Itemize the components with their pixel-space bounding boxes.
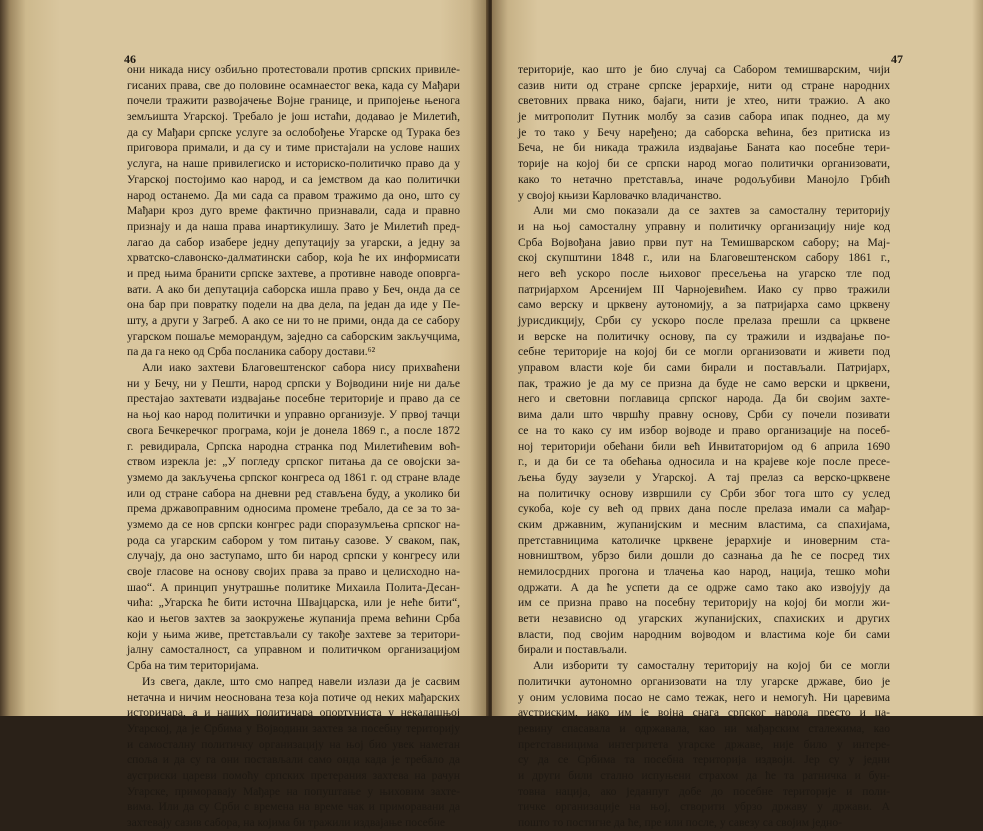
right-text-line: торије на којој би се српски народ могао политички организовати, bbox=[518, 157, 890, 171]
left-text-line: нетачна и ничим неоснована теза која потиче од неких мађарских bbox=[127, 690, 460, 704]
left-text-line: који у њима живе, претстављали су такође захтеве за територи- bbox=[127, 627, 460, 641]
left-text-line: народ останемо. Да ми сада са правом тражимо да оно, што су bbox=[127, 188, 460, 202]
right-text-line: пак, тражио је да му се призна да буде не само верски и црквени, bbox=[518, 376, 890, 390]
right-text-line: сукоба, које су већ од првих дана после прелаза имали са мађар- bbox=[518, 502, 890, 516]
left-text-line: аустриски цареви помоћу српских претерания захтева на рачун bbox=[127, 768, 460, 782]
left-text-line: ни у Бечу, ни у Пешти, народ српски у Војводини није ни даље bbox=[127, 376, 460, 390]
left-text-line: шту, а други у Загреб. А ако се ни то не прими, онда да се сабору bbox=[127, 314, 460, 327]
left-text-line: и самосталну политичку организацију на њој био увек наметан bbox=[127, 737, 460, 751]
right-text-line: Али ми смо показали да се захтев за самосталну територију bbox=[533, 204, 890, 218]
left-text-line: Угарској постојимо као народ, и са јемством да као политички bbox=[127, 172, 460, 186]
right-text-line: себне територије на којој би се могли организовати и живети под bbox=[518, 345, 890, 359]
left-text-line: престајао захтевати издвајање посебне територије и право да се bbox=[127, 392, 460, 406]
right-text-line: патријархом Арсенијем III Чарнојевићем. Иако су прво тражили bbox=[518, 282, 890, 296]
right-text-line: пошто то постигне да ће, пре или после, у савезу са својим једно- bbox=[518, 816, 843, 829]
right-text-line: Али изборити ту самосталну територију на којој би се могли bbox=[533, 659, 890, 673]
right-text-line: Срба Војвођана јавио први пут на Темишварском сабору; на Мај- bbox=[518, 235, 890, 249]
right-text-line: немилосрдних прогона и тлачења као народ, нација, тешко моћи bbox=[518, 565, 890, 578]
left-text-line: Али иако захтеви Благовештенског сабора нису прихваћени bbox=[142, 361, 460, 375]
right-text-line: како то нетачно претставља, иначе родољубиви Манојло Грбић bbox=[518, 172, 890, 186]
right-text-line: тичке организације на њој, створити убрзо државу у држави. А bbox=[518, 800, 890, 814]
left-text-line: вати. А ако би депутација саборска ишла право у Беч, онда да се bbox=[127, 282, 460, 296]
left-text-line: Угарске, приморавају Мађаре на попуштање у њиховим захте- bbox=[127, 784, 460, 798]
right-text-line: и други били стално испуњени страхом да ће та ратничка и бун- bbox=[518, 768, 890, 782]
right-text-line: љења буду заузели у Угарској. А тај прелаз са верско-црквене bbox=[518, 470, 890, 484]
right-text-line: је то тако у Бечу наређено; да саборска већина, без притиска из bbox=[518, 125, 890, 139]
left-text-line: г. ревидирала, Српска народна странка под Милетићевим воћ- bbox=[127, 439, 460, 453]
left-text-line: рода са угарским сабором у том питању сазове. У сваком, пак, bbox=[127, 533, 460, 547]
left-text-line: Угарској, да је Србима у Војводини захтев за посебну територију bbox=[127, 721, 460, 735]
right-text-line: је митрополит Путник молбу за сазив сабора ипак поднео, да му bbox=[518, 110, 890, 124]
right-text-line: него већ ускоро после њиховог пресељења на угарско тле под bbox=[518, 266, 890, 280]
right-text-line: него и световни поглавица српског народа. Да би својим захте- bbox=[518, 392, 890, 406]
right-text-line: сазив нити од стране српске јерархије, нити од стране народних bbox=[518, 78, 890, 92]
right-text-line: и верске на политичку основу, па су тражили и издвајање по- bbox=[518, 329, 890, 343]
left-text-line: Срба на тим територијама. bbox=[127, 659, 259, 673]
left-text-line: историчара, а и наших политичара опортуниста у некадашњој bbox=[127, 706, 460, 720]
left-text-line: и пред њима бранити српске захтеве, а противне наводе оповрга- bbox=[127, 266, 460, 280]
left-text-line: приговора примали, и да су и тиме пристајали на услове наших bbox=[127, 141, 460, 155]
left-text-line: према државоправним односима промене требало, да се за то за- bbox=[127, 502, 460, 516]
right-text-line: само верску и црквену аутономију, а за патријарха само црквену bbox=[518, 298, 890, 312]
left-text-line: случају, да оно заступамо, што би народ српски у конгресу или bbox=[127, 549, 460, 563]
left-text-line: свога Бечкеречког програма, који је донела 1869 г., а после 1872 bbox=[127, 423, 460, 437]
page-number-left: 46 bbox=[124, 52, 136, 66]
right-text-line: и на њој самосталну управну и политичку организацију није код bbox=[518, 219, 890, 233]
right-text-line: у својој књизи Карловачко владичанство. bbox=[518, 188, 722, 202]
left-text-line: на њој као народ политички и управно организује. У првој тачци bbox=[127, 408, 460, 422]
right-page bbox=[492, 0, 983, 829]
right-text-line: управом власти које би сами бирали и постављали. Патријарх, bbox=[518, 361, 890, 375]
left-text-line: вима. Или да су Срби с времена на време чак и примoравани да bbox=[127, 800, 460, 814]
right-text-line: вима дали што чвршћу правну основу, Срби су почели позивати bbox=[518, 408, 890, 422]
left-text-line: да су Мађари српске услуге за ослобођење Угарске од Турака без bbox=[127, 125, 460, 139]
right-page-text bbox=[518, 62, 890, 831]
right-text-line: им се призна право на посебну територију на којој би могли жи- bbox=[518, 596, 890, 610]
right-text-line: ној територији обећани били већ Инвитаторијом од 6 априла 1690 bbox=[518, 439, 890, 453]
left-text-line: лагао да сабор изабере једну депутацију за угарски, а једну за bbox=[127, 235, 460, 249]
left-text-line: споља и да су га они постављали само онда када је требало да bbox=[127, 753, 460, 767]
right-text-line: одржати. А да ће успети да се одрже само тако ако извојују да bbox=[518, 580, 890, 594]
right-text-line: претставницима интегритета угарске државе, није било у интере- bbox=[518, 737, 890, 751]
right-text-line: ревину спасавала и одржавала, као ни мађарским сталежима, као bbox=[518, 721, 890, 735]
right-text-line: на политичку основу извршили су Срби због тога што су услед bbox=[518, 486, 890, 500]
left-text-line: чића: „Угарска ће бити источна Швајцарска, или је неће бити“, bbox=[127, 596, 460, 610]
right-text-line: су да се Србима та посебна територија издвоји. Јер су у једни bbox=[518, 753, 890, 767]
left-text-line: својe гласове на основу својих права за право и целисходно на- bbox=[127, 565, 460, 578]
right-text-line: аустриским, иако им је војна снага српског народа престо и ца- bbox=[518, 706, 890, 720]
left-text-line: па да га неко од Срба посланика сабору достави.⁶² bbox=[127, 345, 376, 359]
right-text-line: територије, као што је био случај са Сабором темишварским, чији bbox=[518, 63, 890, 76]
right-text-line: световних првака нико, бајаги, нити је хтео, нити тражио. А ако bbox=[518, 94, 890, 108]
left-text-line: као и његов захтев за заокружење жупанија према већини Срба bbox=[127, 612, 460, 626]
left-page bbox=[0, 0, 488, 829]
left-text-line: или од стране сабора на дневни ред стављена буду, а уколико би bbox=[127, 486, 460, 500]
left-text-line: јалну самосталност, са управном и политичком организацијом bbox=[127, 643, 460, 657]
left-text-line: захтевају сазив сабора, на којима би тражили издвајање посебне bbox=[127, 816, 446, 829]
left-text-line: хрватско-славонско-далматински сабор, која ће их информисати bbox=[127, 251, 460, 265]
right-text-line: новништвом, убрзо били дошли до сазнања да ће се посред тих bbox=[518, 549, 890, 563]
right-text-line: товна нација, ако једанпут добе до посебне територије и поли- bbox=[518, 784, 890, 798]
right-text-line: ској скупштини 1848 г., или на Благовештенском сабору 1861 г., bbox=[518, 251, 890, 265]
left-text-line: они никада нису озбиљно протестовали против српских привиле- bbox=[127, 63, 460, 76]
left-text-line: почели тражити развојачење Војне границе, и припојење њенога bbox=[127, 94, 460, 108]
right-text-line: г., и да би се та обећања односила и на крајеве које после пресе- bbox=[518, 455, 890, 469]
right-text-line: се на то како су им избор војводе и право организације на посеб- bbox=[518, 423, 890, 437]
right-text-line: Беча, не би никада тражила издвајање Баната као посебне тери- bbox=[518, 141, 890, 155]
left-text-line: признају и да наша права инартикулишу. Зато је Милетић пред- bbox=[127, 219, 460, 233]
right-text-line: ским државним, жупанијским и месним властима, са спахијама, bbox=[518, 517, 890, 531]
left-text-line: Мађари кроз дуго време фактично признавали, сада и правно bbox=[127, 204, 460, 218]
left-text-line: угарском пошаље меморандум, заједно са саборским закључцима, bbox=[127, 329, 460, 343]
right-text-line: бирали и постављали. bbox=[518, 643, 627, 657]
right-text-line: јурисдикцију, Срби су ускоро после прелаза прешли са црквене bbox=[518, 314, 890, 327]
left-text-line: гисаних права, све до половине осамнаестог века, када су Мађари bbox=[127, 78, 460, 92]
left-text-line: услуга, на наше привилегиско и историско-политичко право да у bbox=[127, 157, 460, 171]
left-text-line: Из свега, дакле, што смо напред навели излази да је сасвим bbox=[142, 674, 460, 688]
left-text-line: ством изрекла је: „У погледу српског питања да се овојски за- bbox=[127, 455, 460, 469]
right-text-line: вети независно од угарских жупанијских, спахиских и других bbox=[518, 612, 890, 626]
page-number-right: 47 bbox=[891, 52, 903, 66]
left-text-line: узмемо да се нов српски конгрес ради споразумљења српског на- bbox=[127, 517, 460, 531]
right-text-line: власти, под својим народним војводом и властима које би сами bbox=[518, 627, 890, 641]
left-text-line: земљишта Угарској. Требало је још истаћи, додавао је Милетић, bbox=[127, 110, 460, 124]
left-page-text bbox=[127, 62, 460, 831]
left-text-line: узмемо да закључења српског конгреса од 1861 г. од стране владе bbox=[127, 470, 460, 484]
right-text-line: у оним условима посао не само тежак, него и немогућ. Ни царевима bbox=[518, 690, 890, 704]
right-text-line: политички аутономно организовати на тлу угарске државе, био је bbox=[518, 674, 890, 688]
left-text-line: она бар при повратку подели на два дела, па један да иде у Пе- bbox=[127, 298, 460, 312]
left-text-line: шао“. А принцип унутрашње политике Михаила Полита-Десан- bbox=[127, 580, 460, 594]
right-text-line: претставницима католичке црквене јерархије и иноверним ста- bbox=[518, 533, 890, 547]
